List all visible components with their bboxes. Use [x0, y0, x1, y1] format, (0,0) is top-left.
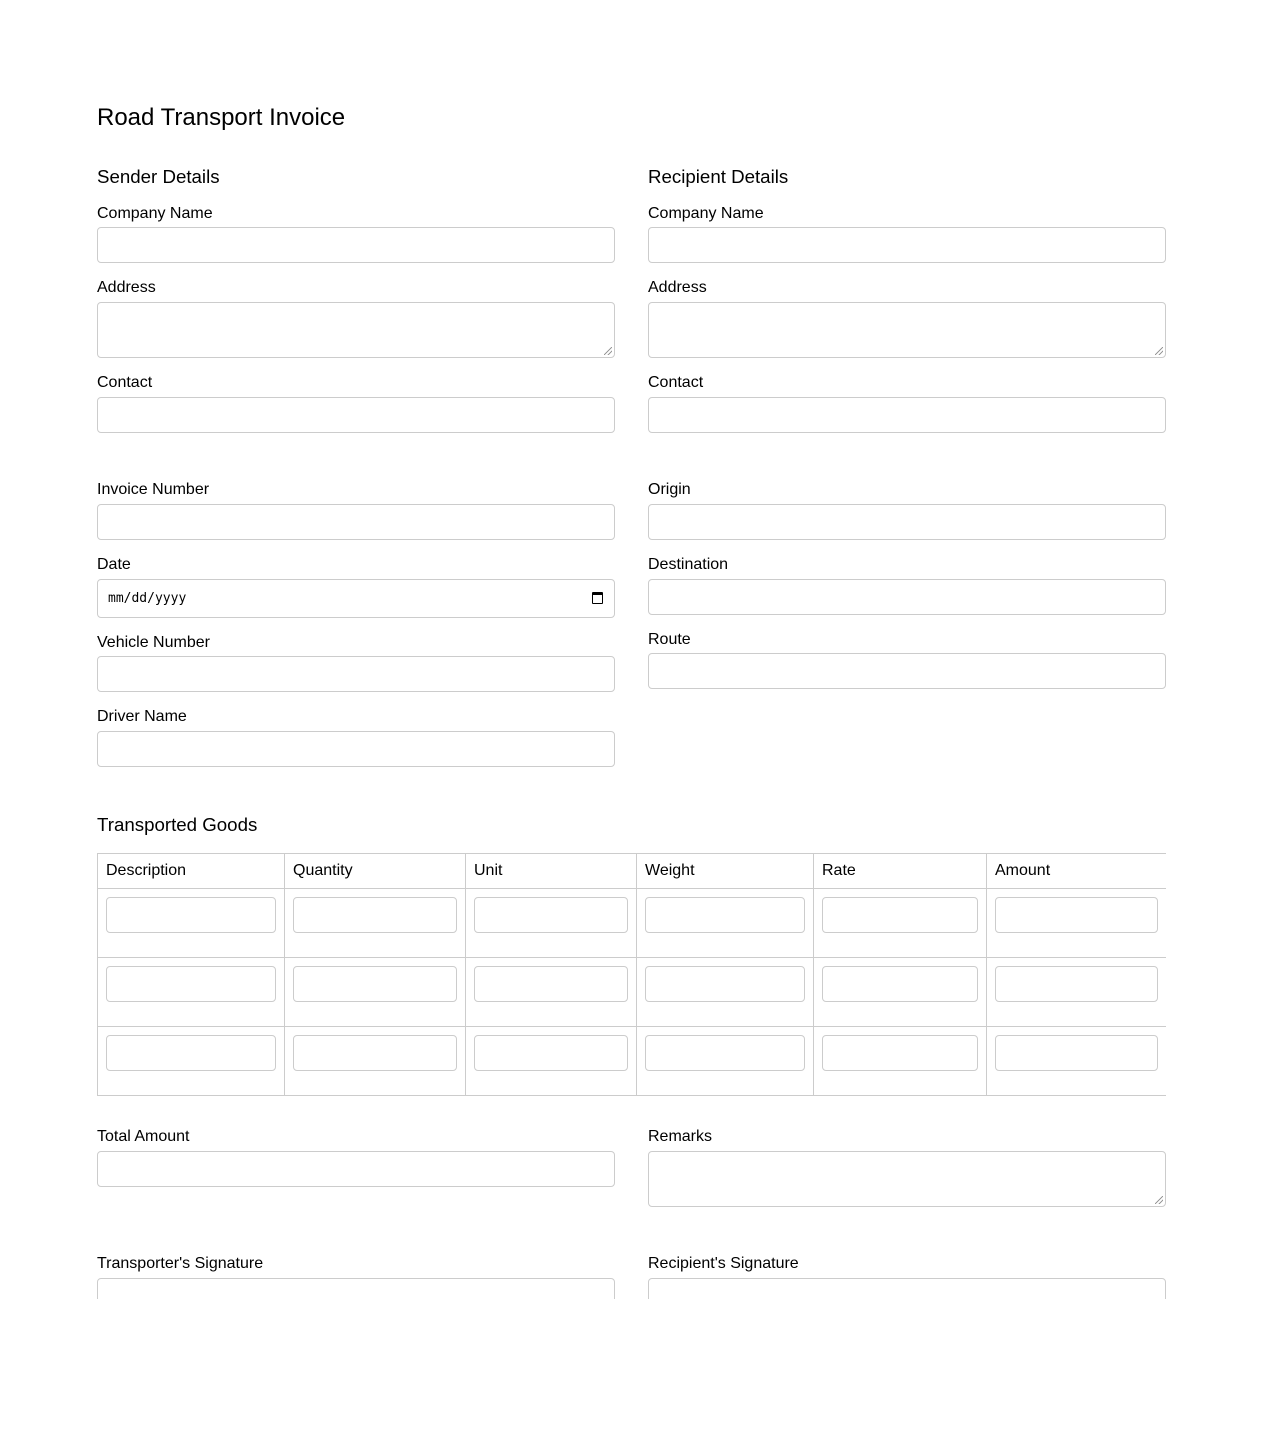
transporter-signature-input[interactable]: [97, 1278, 615, 1299]
sender-company-label: Company Name: [97, 205, 213, 222]
total-amount-input[interactable]: [97, 1151, 615, 1187]
invoice-number-label: Invoice Number: [97, 481, 210, 498]
remarks-textarea[interactable]: [648, 1151, 1166, 1207]
page-title: Road Transport Invoice: [97, 104, 346, 131]
recipient-signature-input[interactable]: [648, 1278, 1166, 1299]
driver-name-label: Driver Name: [97, 708, 187, 725]
recipient-contact-label: Contact: [648, 374, 704, 391]
remarks-section: [648, 0, 1166, 1299]
origin-label: Origin: [648, 481, 691, 498]
date-placeholder: mm/dd/yyyy: [108, 591, 187, 606]
route-label: Route: [648, 631, 691, 648]
invoice-form: [97, 0, 1166, 1299]
sender-address-label: Address: [97, 279, 156, 296]
col-header-rate: Rate: [814, 854, 987, 889]
remarks-label: Remarks: [648, 1128, 713, 1145]
date-label: Date: [97, 556, 131, 573]
total-amount-label: Total Amount: [97, 1128, 190, 1145]
sender-heading: Sender Details: [97, 166, 220, 187]
recipient-heading: Recipient Details: [648, 166, 789, 187]
col-header-amount: Amount: [987, 854, 1167, 889]
totals-section: [97, 0, 615, 1299]
sender-contact-label: Contact: [97, 374, 153, 391]
col-header-weight: Weight: [637, 854, 814, 889]
vehicle-number-label: Vehicle Number: [97, 634, 210, 651]
col-header-unit: Unit: [466, 854, 637, 889]
recipient-company-label: Company Name: [648, 205, 764, 222]
recipient-signature-label: Recipient's Signature: [648, 1255, 799, 1272]
recipient-address-label: Address: [648, 279, 707, 296]
col-header-description: Description: [98, 854, 285, 889]
goods-heading: Transported Goods: [97, 814, 258, 835]
col-header-quantity: Quantity: [285, 854, 466, 889]
resize-grip-icon[interactable]: [1155, 1196, 1163, 1204]
destination-label: Destination: [648, 556, 729, 573]
transporter-signature-label: Transporter's Signature: [97, 1255, 264, 1272]
